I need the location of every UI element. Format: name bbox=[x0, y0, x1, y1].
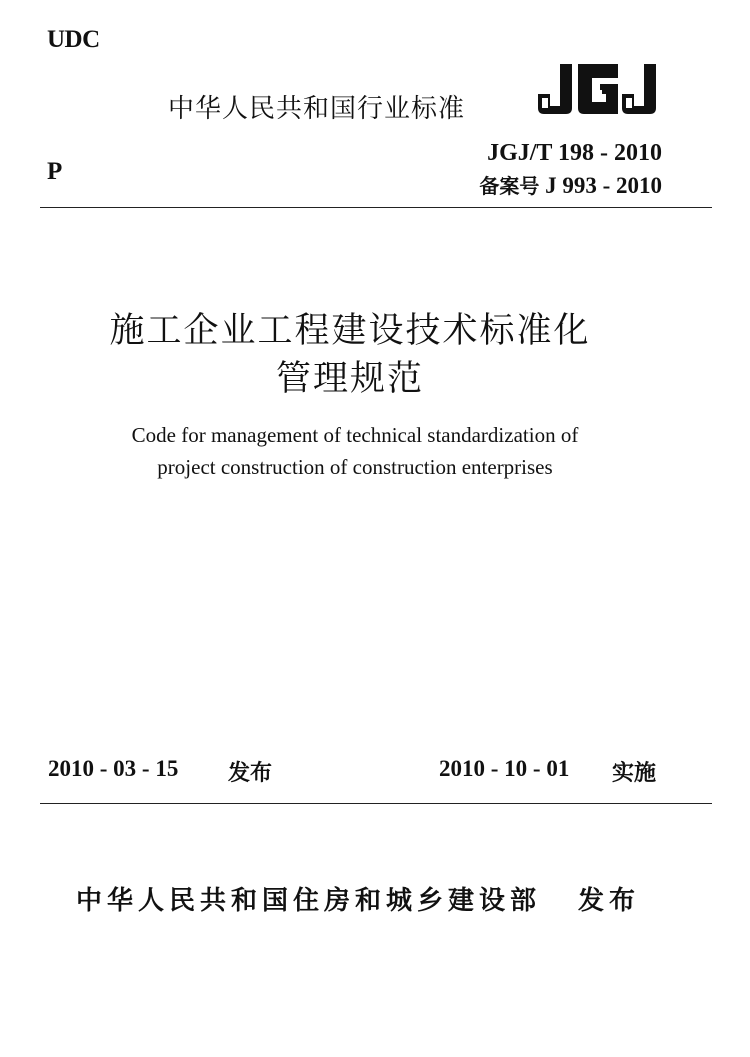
record-number: J 993 - 2010 bbox=[545, 173, 662, 198]
issue-date: 2010 - 03 - 15 bbox=[48, 756, 179, 781]
title-cn-line2: 管理规范 bbox=[275, 359, 424, 399]
bottom-divider bbox=[40, 803, 712, 804]
udc-label: UDC bbox=[47, 26, 100, 53]
implementation-label: 实施 bbox=[612, 761, 657, 786]
implementation-date: 2010 - 10 - 01 bbox=[439, 756, 570, 781]
publish-label: 发布 bbox=[578, 886, 641, 916]
title-cn-line1: 施工企业工程建设技术标准化 bbox=[109, 311, 591, 351]
standard-type-heading: 中华人民共和国行业标准 bbox=[168, 94, 466, 124]
svg-text:JGJ: JGJ bbox=[536, 60, 538, 61]
jgj-logo bbox=[536, 60, 664, 116]
title-en-line1: Code for management of technical standardization of bbox=[131, 423, 579, 447]
record-number-line bbox=[479, 170, 662, 199]
record-label: 备案号 bbox=[479, 174, 540, 198]
publisher-name: 中华人民共和国住房和城乡建设部 bbox=[76, 886, 542, 916]
standard-number: JGJ/T 198 - 2010 bbox=[487, 140, 662, 166]
title-en-line2: project construction of construction enterprises bbox=[157, 455, 553, 479]
issue-label: 发布 bbox=[228, 761, 273, 786]
top-divider bbox=[40, 207, 712, 208]
category-label: P bbox=[47, 158, 63, 185]
